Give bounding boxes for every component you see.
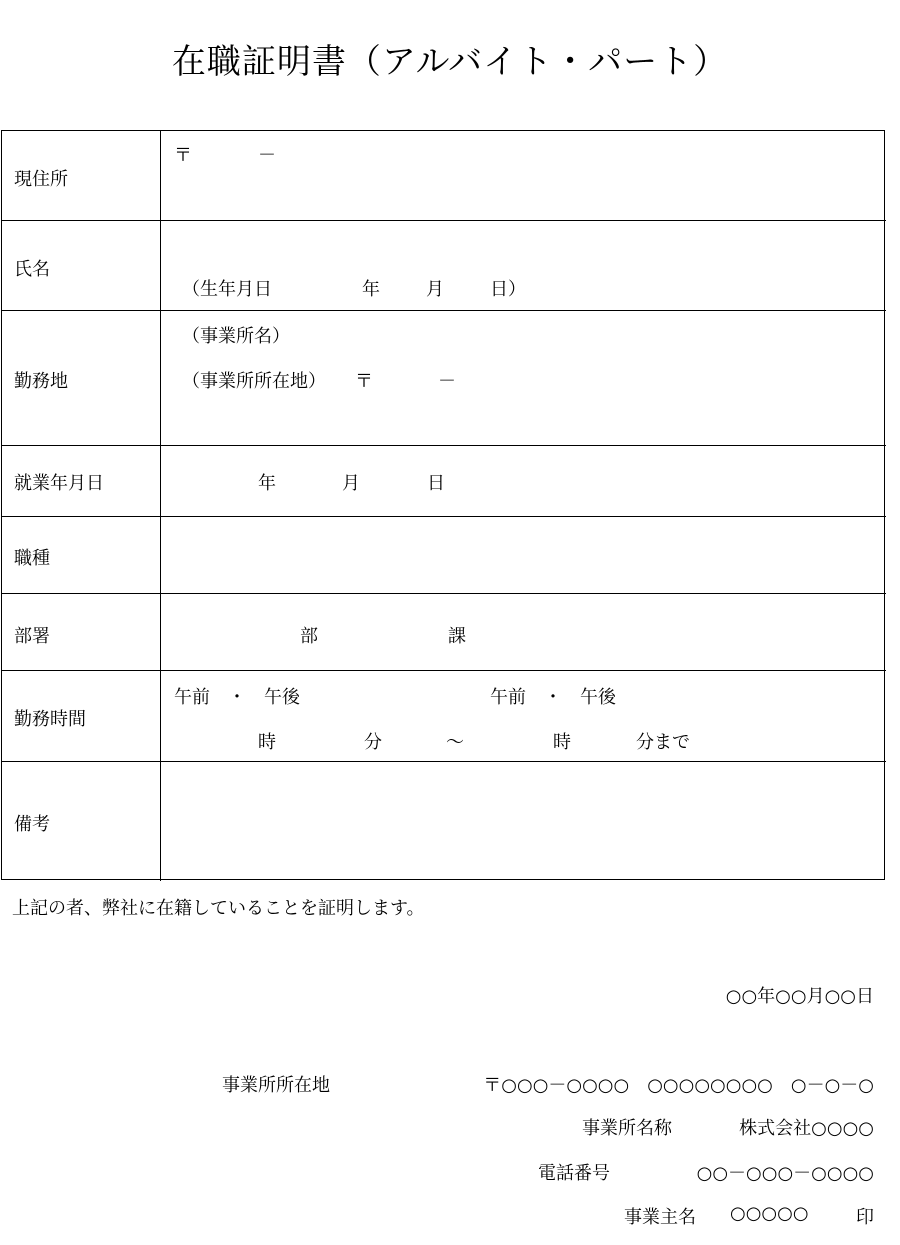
birth-day-unit: 日）	[490, 279, 526, 300]
start-day-unit: 日	[427, 473, 445, 494]
certification-statement: 上記の者、弊社に在籍していることを証明します。	[12, 898, 425, 919]
office-address-label: （事業所所在地）	[182, 371, 326, 392]
row-divider	[2, 445, 886, 446]
certificate-form-table	[1, 130, 885, 880]
birth-year-unit: 年	[362, 279, 380, 300]
issuer-address-label: 事業所所在地	[222, 1075, 330, 1096]
row-divider	[2, 670, 886, 671]
start-minute-unit: 分	[364, 732, 382, 753]
office-name-label: （事業所名）	[182, 326, 290, 347]
row-divider	[2, 220, 886, 221]
label-column-divider	[160, 131, 161, 881]
row-divider	[2, 593, 886, 594]
end-minute-unit: 分まで	[636, 732, 690, 753]
row-divider	[2, 761, 886, 762]
address-label: 現住所	[14, 169, 68, 190]
office-postal-dash: －	[438, 371, 456, 392]
row-divider	[2, 310, 886, 311]
start-hour-unit: 時	[258, 732, 276, 753]
issuer-address-value: 〒○○○－○○○○ ○○○○○○○○ ○－○－○	[483, 1075, 874, 1096]
department-label: 部署	[14, 626, 50, 647]
office-postal-mark: 〒	[355, 371, 373, 392]
birthdate-prefix: （生年月日	[182, 279, 272, 300]
issuer-name-value: 株式会社○○○○	[739, 1118, 874, 1139]
workplace-label: 勤務地	[14, 371, 68, 392]
section-unit: 課	[448, 626, 466, 647]
name-label: 氏名	[14, 259, 50, 280]
start-ampm-options: 午前 ・ 午後	[174, 687, 300, 708]
remarks-label: 備考	[14, 814, 50, 835]
birth-month-unit: 月	[426, 279, 444, 300]
document-title: 在職証明書（アルバイト・パート）	[171, 42, 729, 82]
seal-mark: 印	[856, 1207, 874, 1228]
row-divider	[2, 516, 886, 517]
start-month-unit: 月	[342, 473, 360, 494]
address-postal-dash: －	[258, 145, 276, 166]
start-year-unit: 年	[258, 473, 276, 494]
end-hour-unit: 時	[553, 732, 571, 753]
address-postal-mark: 〒	[174, 145, 192, 166]
issuer-owner-value: ○○○○○	[730, 1203, 809, 1224]
issuer-name-label: 事業所名称	[582, 1118, 672, 1139]
start-date-label: 就業年月日	[14, 473, 104, 494]
job-type-label: 職種	[14, 548, 50, 569]
hours-label: 勤務時間	[14, 709, 86, 730]
time-range-tilde: ～	[446, 732, 464, 753]
issuer-owner-label: 事業主名	[624, 1207, 696, 1228]
issuer-phone-value: ○○－○○○－○○○○	[696, 1163, 874, 1184]
end-ampm-options: 午前 ・ 午後	[490, 687, 616, 708]
issuer-phone-label: 電話番号	[538, 1163, 610, 1184]
issue-date: ○○年○○月○○日	[725, 986, 874, 1007]
department-unit: 部	[300, 626, 318, 647]
